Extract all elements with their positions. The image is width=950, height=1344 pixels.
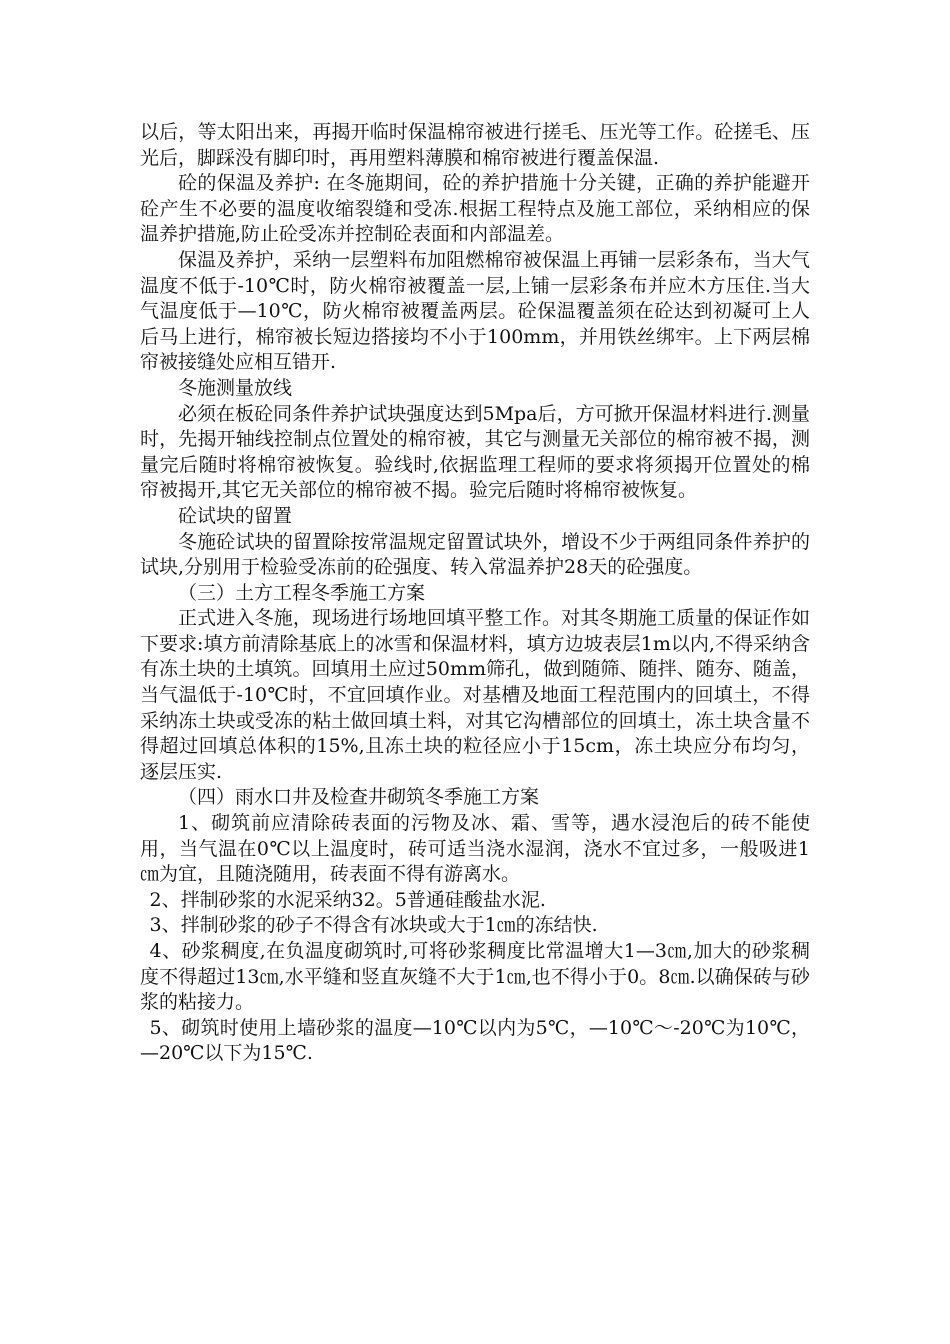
list-item-5: 5、砌筑时使用上墙砂浆的温度—10℃以内为5℃，—10℃～-20℃为10℃，—20℃以下为15℃. — [140, 1016, 810, 1065]
document-body — [140, 120, 810, 1067]
paragraph-4: 必须在板砼同条件养护试块强度达到5Mpa后，方可掀开保温材料进行.测量时，先揭开轴线控制点位置处的棉帘被，其它与测量无关部位的棉帘被不揭，测量完后随时将棉帘被恢复。验线时,依据监理工程师的要求将须揭开位置处的棉帘被揭开,其它无关部位的棉帘被不揭。验完后随时将棉帘被恢复。 — [140, 402, 810, 502]
section-heading-masonry: （四）雨水口井及检查井砌筑冬季施工方案 — [178, 786, 540, 809]
list-item-3: 3、拌制砂浆的砂子不得含有冰块或大于1㎝的冻结快. — [149, 914, 598, 937]
section-heading-test-blocks: 砼试块的留置 — [178, 504, 293, 527]
list-item-4: 4、砂浆稠度,在负温度砌筑时,可将砂浆稠度比常温增大1—3㎝,加大的砂浆稠度不得超过13㎝,水平缝和竖直灰缝不大于1㎝,也不得小于0。8㎝.以确保砖与砂浆的粘接力。 — [140, 940, 810, 1014]
list-item-1: 1、砌筑前应清除砖表面的污物及冰、霜、雪等，遇水浸泡后的砖不能使用，当气温在0℃以上温度时，砖可适当浇水湿润，浇水不宜过多，一般吸进1㎝为宜，且随浇随用，砖表面不得有游离水。 — [140, 812, 810, 886]
paragraph-1: 以后，等太阳出来，再揭开临时保温棉帘被进行搓毛、压光等工作。砼搓毛、压光后，脚踩没有脚印时，再用塑料薄膜和棉帘被进行覆盖保温. — [140, 121, 810, 169]
paragraph-6: 正式进入冬施，现场进行场地回填平整工作。对其冬期施工质量的保证作如下要求:填方前清除基底上的冰雪和保温材料，填方边坡表层1m以内,不得采纳含有冻土块的土填筑。回填用土应过50mm筛孔，做到随筛、随拌、随夯、随盖，当气温低于-10℃时，不宜回填作业。对基槽及地面工程范围内的回填土，不得采纳冻土块或受冻的粘土做回填土料，对其它沟槽部位的回填土，冻土块含量不得超过回填总体积的15%,且冻土块的粒径应小于15cm，冻土块应分布均匀，逐层压实. — [140, 607, 810, 783]
section-heading-earthwork: （三）土方工程冬季施工方案 — [178, 581, 426, 604]
paragraph-3: 保温及养护，采纳一层塑料布加阻燃棉帘被保温上再铺一层彩条布，当大气温度不低于-10℃时，防火棉帘被覆盖一层,上铺一层彩条布并应木方压住.当大气温度低于—10℃，防火棉帘被覆盖两层。砼保温覆盖须在砼达到初凝可上人后马上进行，棉帘被长短边搭接均不小于100mm，并用铁丝绑牢。上下两层棉帘被接缝处应相互错开. — [140, 248, 810, 374]
list-item-2: 2、拌制砂浆的水泥采纳32。5普通硅酸盐水泥. — [149, 888, 546, 911]
paragraph-2: 砼的保温及养护: 在冬施期间，砼的养护措施十分关键，正确的养护能避开砼产生不必要的温度收缩裂缝和受冻.根据工程特点及施工部位，采纳相应的保温养护措施,防止砼受冻并控制砼表面和内部温差。 — [140, 172, 810, 246]
paragraph-5: 冬施砼试块的留置除按常温规定留置试块外，增设不少于两组同条件养护的试块,分别用于检验受冻前的砼强度、转入常温养护28天的砼强度。 — [140, 530, 810, 579]
section-heading-survey: 冬施测量放线 — [178, 376, 293, 399]
